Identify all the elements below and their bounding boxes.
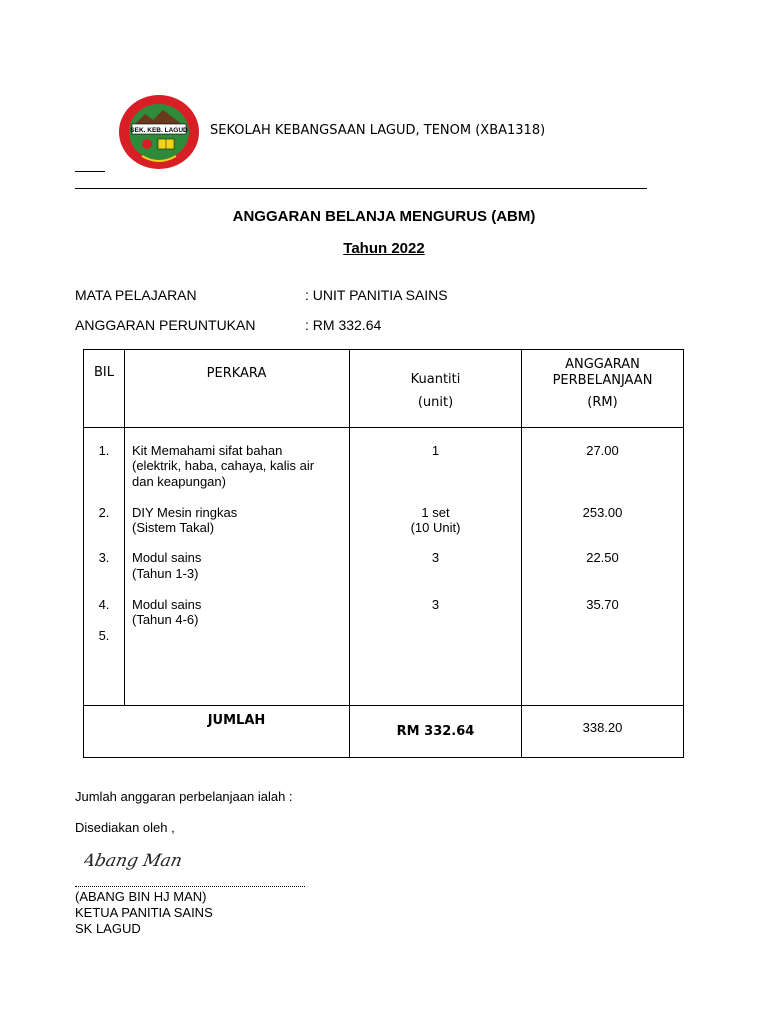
row-3-bil: 3.: [98, 550, 110, 565]
document-title: ANGGARAN BELANJA MENGURUS (ABM): [232, 208, 536, 225]
total-row-divider: [84, 705, 683, 706]
row-1-perkara-2: (elektrik, haba, cahaya, kalis air: [132, 458, 315, 473]
row-2-bil: 2.: [98, 505, 110, 520]
header-divider: [75, 188, 647, 189]
header-row-divider: [84, 427, 683, 428]
header-anggaran-2: PERBELANJAAN: [552, 373, 653, 388]
allocation-value: : RM 332.64: [305, 317, 382, 333]
row-4-bil: 4.: [98, 597, 110, 612]
subject-value: : UNIT PANITIA SAINS: [305, 287, 448, 303]
document-year: Tahun 2022: [343, 240, 425, 257]
total-rm: RM 332.64: [396, 724, 475, 739]
row-1-perkara-3: dan keapungan): [132, 474, 226, 489]
header-short-line: [75, 171, 105, 172]
school-name: SEKOLAH KEBANGSAAN LAGUD, TENOM (XBA1318): [210, 123, 546, 138]
summary-line: Jumlah anggaran perbelanjaan ialah :: [75, 789, 293, 804]
row-3-perkara-2: (Tahun 1-3): [132, 566, 199, 581]
row-3-perkara-1: Modul sains: [132, 550, 202, 565]
logo-text: SEK. KEB. LAGUD: [130, 127, 188, 134]
row-1-kuantiti: 1: [431, 443, 440, 458]
row-4-perkara-1: Modul sains: [132, 597, 202, 612]
row-1-bil: 1.: [98, 443, 110, 458]
row-4-kuantiti: 3: [431, 597, 440, 612]
budget-table: [83, 349, 684, 758]
signatory-name: (ABANG BIN HJ MAN): [75, 889, 207, 904]
school-logo: [118, 94, 200, 170]
row-5-bil: 5.: [98, 628, 110, 643]
signature-line: [75, 872, 305, 887]
row-1-perkara-1: Kit Memahami sifat bahan: [132, 443, 283, 458]
row-3-kuantiti: 3: [431, 550, 440, 565]
row-2-kuantiti-2: (10 Unit): [410, 520, 461, 535]
total-label: JUMLAH: [207, 713, 266, 728]
row-4-perkara-2: (Tahun 4-6): [132, 612, 199, 627]
row-2-anggaran: 253.00: [582, 505, 623, 520]
header-kuantiti-unit: (unit): [417, 395, 454, 410]
header-kuantiti: Kuantiti: [410, 372, 461, 387]
header-perkara: PERKARA: [206, 366, 267, 381]
row-2-kuantiti-1: 1 set: [421, 505, 450, 520]
signatory-school: SK LAGUD: [75, 921, 141, 936]
row-1-anggaran: 27.00: [586, 443, 619, 458]
prepared-by: Disediakan oleh ,: [75, 820, 175, 835]
header-bil: BIL: [94, 365, 114, 380]
allocation-label: ANGGARAN PERUNTUKAN: [75, 317, 256, 333]
header-anggaran-unit: (RM): [587, 395, 618, 410]
row-3-anggaran: 22.50: [586, 550, 619, 565]
total-value: 338.20: [582, 720, 623, 735]
row-2-perkara-2: (Sistem Takal): [132, 520, 215, 535]
signatory-position: KETUA PANITIA SAINS: [75, 905, 213, 920]
header-anggaran-1: ANGGARAN: [565, 357, 640, 372]
row-2-perkara-1: DIY Mesin ringkas: [132, 505, 238, 520]
row-4-anggaran: 35.70: [586, 597, 619, 612]
subject-label: MATA PELAJARAN: [75, 287, 197, 303]
signature-text: Abang Man: [84, 851, 184, 871]
col-divider-bil: [124, 350, 125, 705]
